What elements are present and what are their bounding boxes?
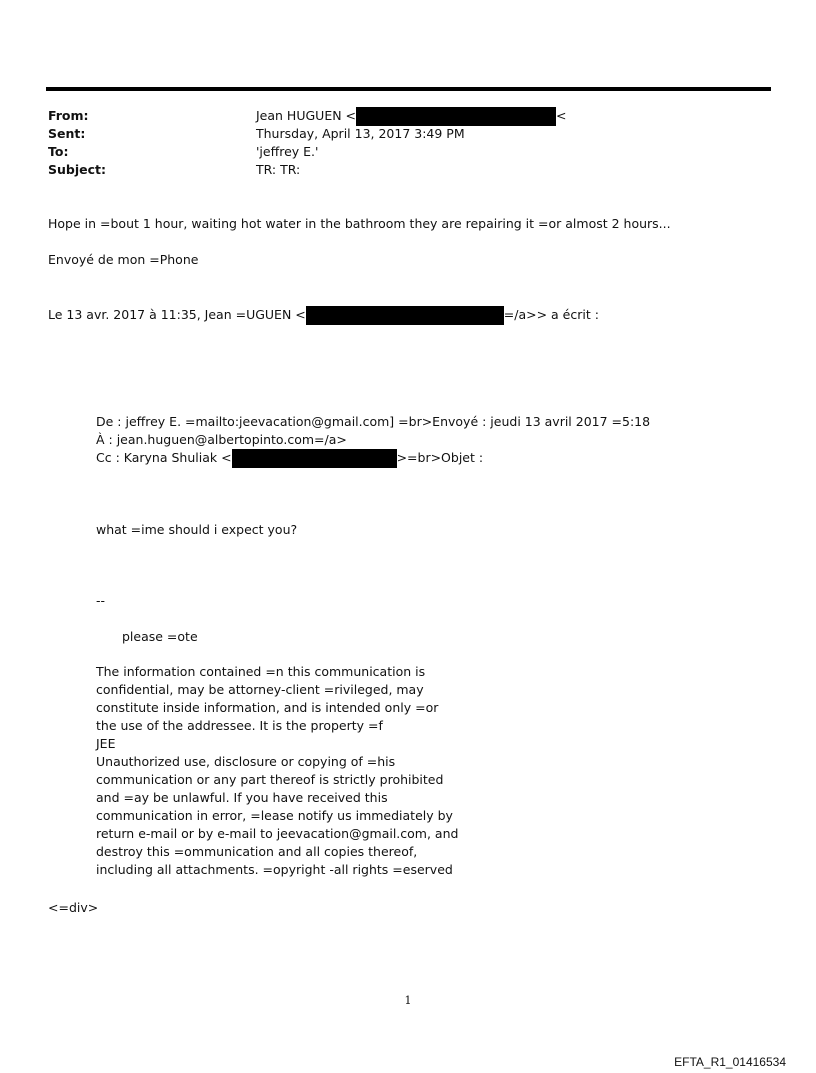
cc-pre: Cc : Karyna Shuliak < (96, 450, 232, 465)
disclaimer-line: including all attachments. =opyright -all rights =eserved (96, 862, 453, 877)
disclaimer-line: confidential, may be attorney-client =rivileged, may (96, 682, 424, 697)
from-end: < (556, 108, 567, 123)
signature-dash: -- (96, 593, 106, 608)
closing-tag: <=div> (48, 900, 99, 915)
from-value (256, 107, 567, 126)
disclaimer-line: Unauthorized use, disclosure or copying of =his (96, 754, 396, 769)
to-label: To: (48, 144, 69, 159)
subject-value: TR: TR: (256, 162, 301, 177)
please-note: please =ote (122, 629, 198, 644)
to-value: 'jeffrey E.' (256, 144, 319, 159)
body-line-1: Hope in =bout 1 hour, waiting hot water in the bathroom they are repairing it =or almost 2 hours... (48, 216, 671, 231)
disclaimer-line: destroy this =ommunication and all copies thereof, (96, 844, 418, 859)
disclaimer-line: communication in error, =lease notify us immediately by (96, 808, 453, 823)
disclaimer-line: return e-mail or by e-mail to jeevacation@gmail.com, and (96, 826, 459, 841)
disclaimer-line: the use of the addressee. It is the property =f (96, 718, 383, 733)
cc-post: >=br>Objet : (396, 450, 484, 465)
redaction-box (232, 449, 397, 468)
disclaimer-line: communication or any part thereof is strictly prohibited (96, 772, 444, 787)
disclaimer-line: JEE (96, 736, 116, 751)
body-line-3 (48, 306, 599, 325)
reply-header-post: =/a>> a écrit : (503, 307, 599, 322)
redaction-box (306, 306, 504, 325)
disclaimer-line: The information contained =n this communication is (96, 664, 426, 679)
redaction-box (356, 107, 556, 126)
quoted-cc (96, 449, 483, 468)
quoted-de: De : jeffrey E. =mailto:jeevacation@gmail.com] =br>Envoyé : jeudi 13 avril 2017 =5:18 (96, 414, 651, 429)
reply-header-pre: Le 13 avr. 2017 à 11:35, Jean =UGUEN < (48, 307, 306, 322)
bates-number: EFTA_R1_01416534 (674, 1055, 786, 1069)
from-name: Jean HUGUEN < (256, 108, 357, 123)
from-label: From: (48, 108, 89, 123)
sent-value: Thursday, April 13, 2017 3:49 PM (256, 126, 465, 141)
quoted-question: what =ime should i expect you? (96, 522, 298, 537)
header-rule (46, 87, 771, 91)
body-line-2: Envoyé de mon =Phone (48, 252, 199, 267)
disclaimer-line: constitute inside information, and is intended only =or (96, 700, 439, 715)
quoted-a: À : jean.huguen@albertopinto.com=/a> (96, 432, 347, 447)
subject-label: Subject: (48, 162, 106, 177)
page-number: 1 (404, 994, 412, 1007)
sent-label: Sent: (48, 126, 86, 141)
disclaimer-line: and =ay be unlawful. If you have received this (96, 790, 388, 805)
